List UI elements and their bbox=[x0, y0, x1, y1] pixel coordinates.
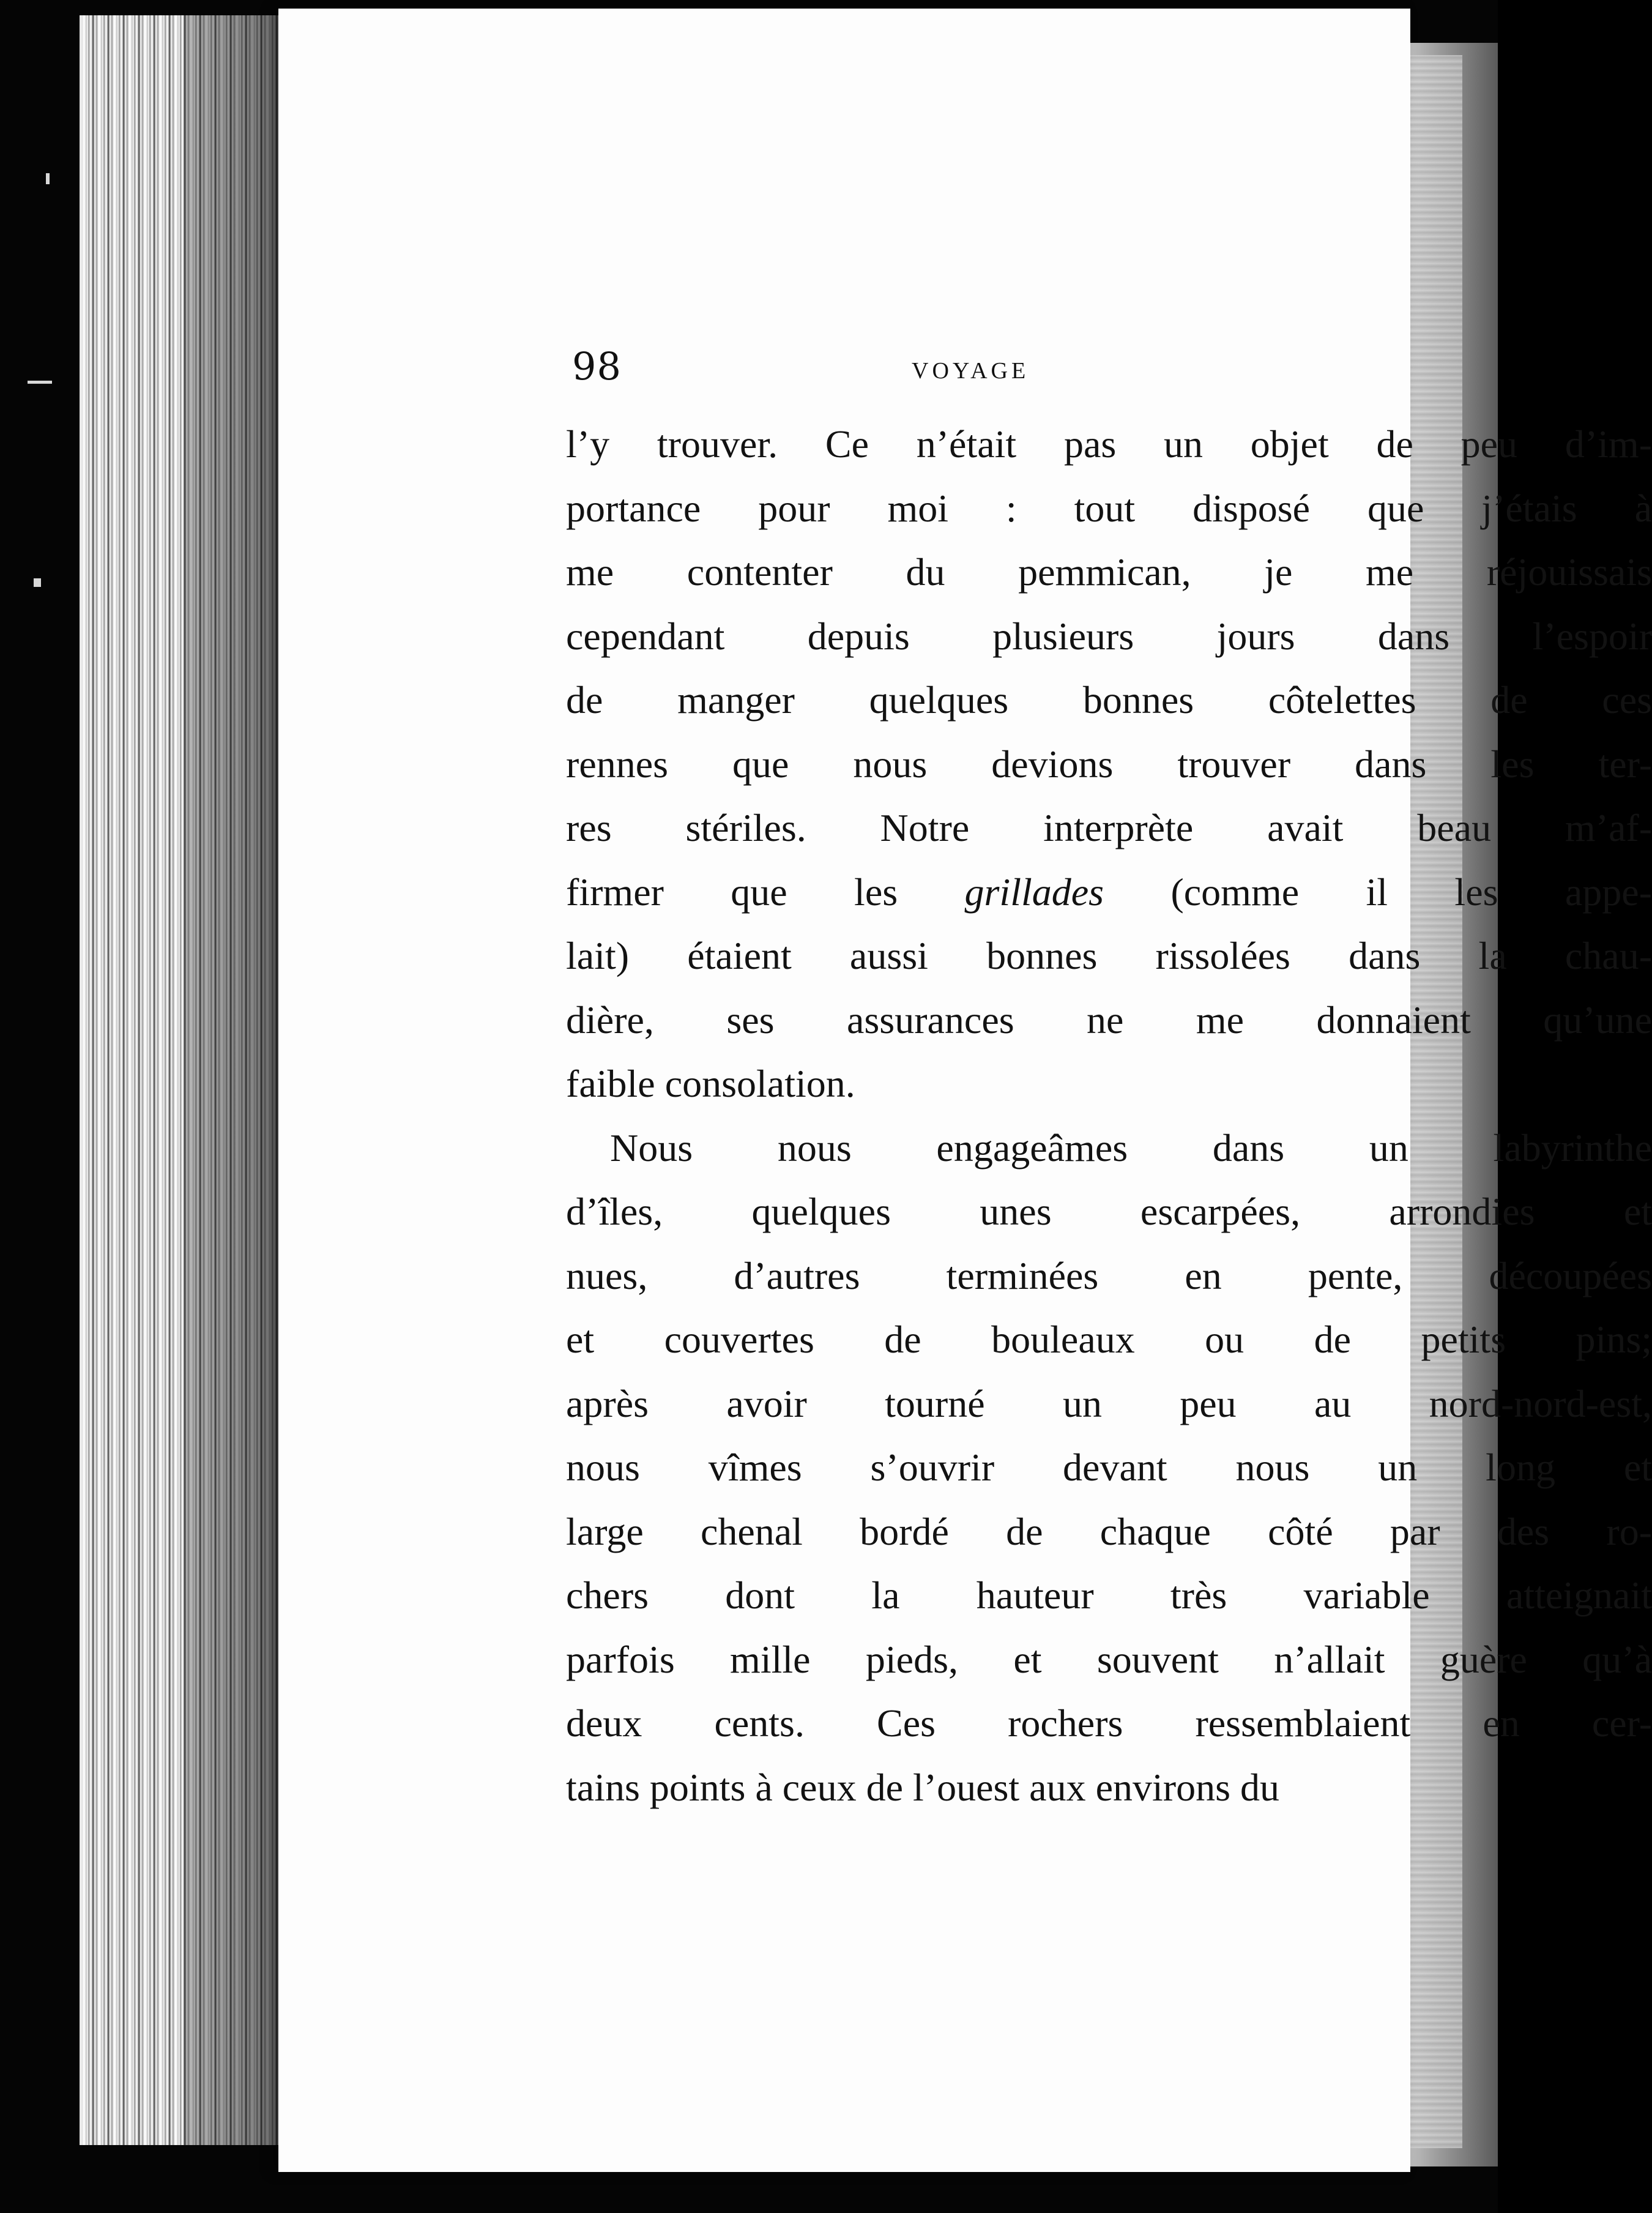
text-segment: tains points à ceux de l’ouest aux environs du bbox=[566, 1765, 1279, 1809]
text-segment: d’îles, quelques unes escarpées, arrondies et bbox=[566, 1190, 1652, 1233]
text-segment: (comme il les appe- bbox=[1104, 870, 1652, 914]
text-segment: nues, d’autres terminées en pente, découpées bbox=[566, 1253, 1652, 1297]
text-line bbox=[566, 1500, 1652, 1564]
text-line bbox=[566, 1052, 1652, 1116]
text-block bbox=[566, 412, 1652, 1819]
text-line bbox=[566, 1372, 1652, 1436]
text-line bbox=[566, 1244, 1652, 1308]
text-segment: cependant depuis plusieurs jours dans l’espoir bbox=[566, 614, 1652, 658]
page-number: 98 bbox=[572, 344, 622, 389]
text-line bbox=[566, 412, 1652, 477]
text-segment: portance pour moi : tout disposé que j’étais à bbox=[566, 486, 1652, 530]
text-segment: nous vîmes s’ouvrir devant nous un long et bbox=[566, 1446, 1652, 1489]
text-segment: après avoir tourné un peu au nord-nord-est, bbox=[566, 1381, 1652, 1425]
text-segment: res stériles. Notre interprète avait beau m’af- bbox=[566, 806, 1652, 849]
paragraph-2 bbox=[566, 1116, 1652, 1820]
text-segment: firmer que les bbox=[566, 870, 965, 914]
page-edges-shadow bbox=[184, 15, 281, 2145]
text-line bbox=[566, 540, 1652, 605]
text-segment: et couvertes de bouleaux ou de petits pins; bbox=[566, 1318, 1652, 1361]
text-line bbox=[566, 605, 1652, 669]
text-segment: parfois mille pieds, et souvent n’allait guère qu’à bbox=[566, 1637, 1652, 1681]
text-segment: rennes que nous devions trouver dans les ter- bbox=[566, 742, 1652, 786]
text-line bbox=[566, 1692, 1652, 1756]
text-line bbox=[566, 796, 1652, 860]
text-line bbox=[566, 1564, 1652, 1628]
text-line bbox=[566, 668, 1652, 733]
text-line bbox=[566, 1308, 1652, 1372]
paragraph-1 bbox=[566, 412, 1652, 1116]
text-segment: Nous nous engageâmes dans un labyrinthe bbox=[610, 1125, 1652, 1170]
text-segment: chers dont la hauteur très variable atteignait bbox=[566, 1573, 1652, 1617]
text-line bbox=[566, 1116, 1652, 1181]
border-speck bbox=[34, 578, 41, 587]
text-segment: me contenter du pemmican, je me réjouissais bbox=[566, 550, 1652, 594]
text-line bbox=[566, 1180, 1652, 1244]
italic-term: grillades bbox=[964, 870, 1104, 914]
border-speck bbox=[46, 173, 50, 184]
text-segment: deux cents. Ces rochers ressemblaient en cer- bbox=[566, 1701, 1652, 1745]
text-segment: dière, ses assurances ne me donnaient qu’une bbox=[566, 998, 1652, 1042]
text-line bbox=[566, 477, 1652, 541]
text-line bbox=[566, 1628, 1652, 1692]
text-line bbox=[566, 860, 1652, 925]
running-title: VOYAGE bbox=[912, 358, 1030, 384]
text-segment: de manger quelques bonnes côtelettes de ces bbox=[566, 678, 1652, 722]
text-line bbox=[566, 988, 1652, 1053]
text-segment: lait) étaient aussi bonnes rissolées dans la chau- bbox=[566, 934, 1652, 977]
text-line bbox=[566, 1756, 1652, 1820]
text-line bbox=[566, 924, 1652, 988]
text-segment: large chenal bordé de chaque côté par des ro- bbox=[566, 1509, 1652, 1553]
text-segment: l’y trouver. Ce n’était pas un objet de peu d’im- bbox=[566, 422, 1652, 466]
text-segment: faible consolation. bbox=[566, 1062, 855, 1105]
book-page bbox=[278, 9, 1652, 2172]
border-speck bbox=[28, 381, 52, 384]
text-line bbox=[566, 1436, 1652, 1500]
text-line bbox=[566, 733, 1652, 797]
